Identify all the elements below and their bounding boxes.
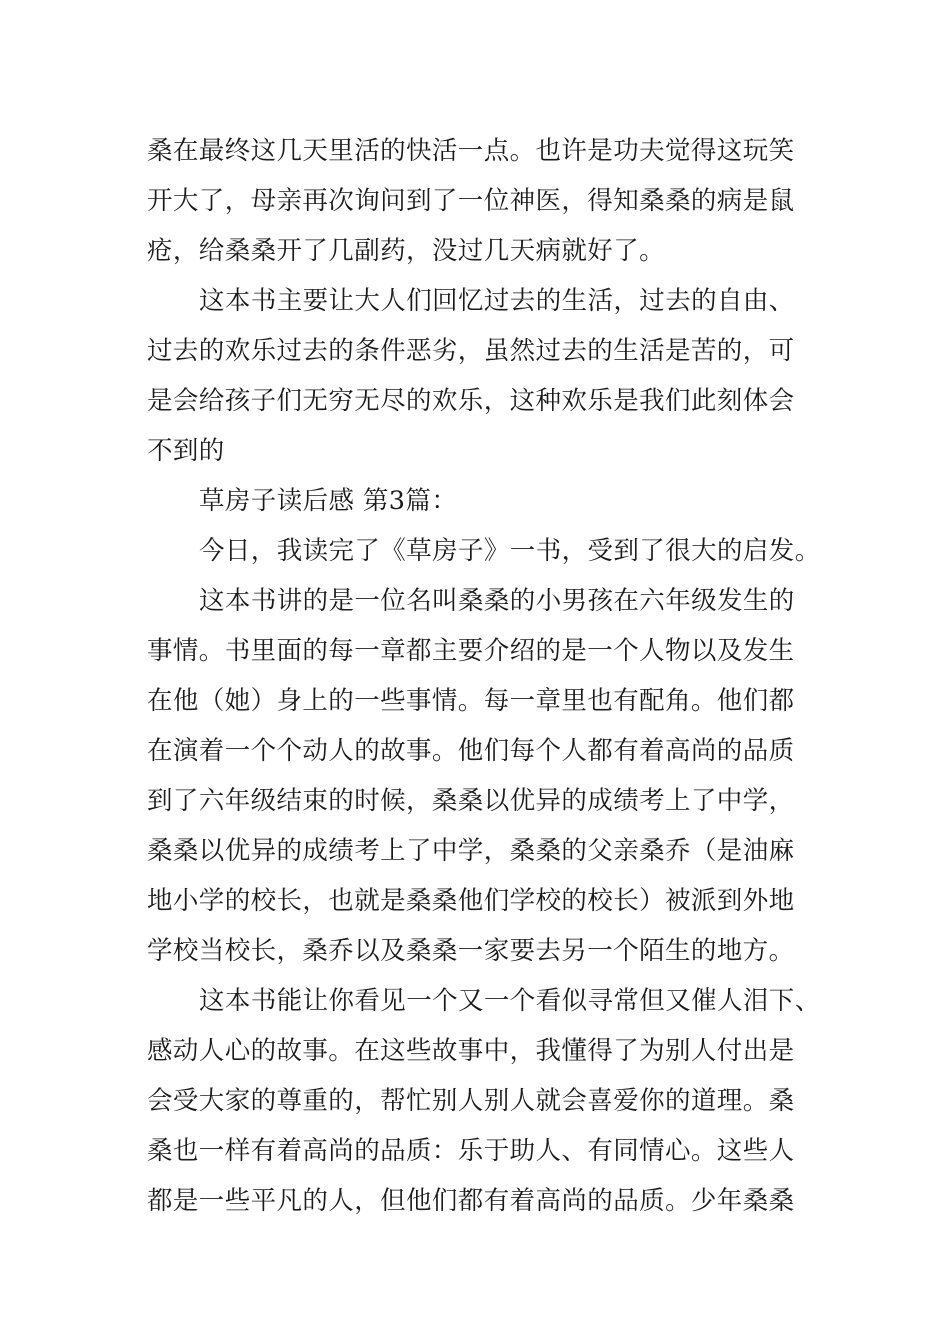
text-line: 到了六年级结束的时候，桑桑以优异的成绩考上了中学， [147, 786, 795, 816]
text-line: 在他（她）身上的一些事情。每一章里也有配角。他们都 [147, 686, 795, 716]
text-line: 疮，给桑桑开了几副药，没过几天病就好了。 [147, 236, 666, 266]
text-line: 会受大家的尊重的，帮忙别人别人就会喜爱你的道理。桑 [147, 1086, 795, 1116]
text-line: 是会给孩子们无穷无尽的欢乐，这种欢乐是我们此刻体会 [147, 386, 795, 416]
text-line: 不到的 [147, 436, 225, 466]
text-line: 桑桑以优异的成绩考上了中学，桑桑的父亲桑乔（是油麻 [147, 836, 795, 866]
text-line: 都是一些平凡的人，但他们都有着高尚的品质。少年桑桑 [147, 1186, 795, 1216]
text-line: 开大了，母亲再次询问到了一位神医，得知桑桑的病是鼠 [147, 186, 795, 216]
text-line: 今日，我读完了《草房子》一书，受到了很大的启发。 [199, 536, 821, 566]
text-line: 在演着一个个动人的故事。他们每个人都有着高尚的品质 [147, 736, 795, 766]
section-heading: 草房子读后感 第3篇： [199, 486, 458, 516]
text-line: 这本书能让你看见一个又一个看似寻常但又催人泪下、 [199, 986, 821, 1016]
text-line: 学校当校长，桑乔以及桑桑一家要去另一个陌生的地方。 [147, 936, 795, 966]
text-line: 桑在最终这几天里活的快活一点。也许是功夫觉得这玩笑 [147, 136, 795, 166]
text-line: 感动人心的故事。在这些故事中，我懂得了为别人付出是 [147, 1036, 795, 1066]
text-line: 地小学的校长，也就是桑桑他们学校的校长）被派到外地 [147, 886, 795, 916]
text-line: 这本书主要让大人们回忆过去的生活，过去的自由、 [199, 286, 795, 316]
text-line: 事情。书里面的每一章都主要介绍的是一个人物以及发生 [147, 636, 795, 666]
text-line: 桑也一样有着高尚的品质：乐于助人、有同情心。这些人 [147, 1136, 795, 1166]
text-line: 过去的欢乐过去的条件恶劣，虽然过去的生活是苦的，可 [147, 336, 795, 366]
text-line: 这本书讲的是一位名叫桑桑的小男孩在六年级发生的 [199, 586, 795, 616]
